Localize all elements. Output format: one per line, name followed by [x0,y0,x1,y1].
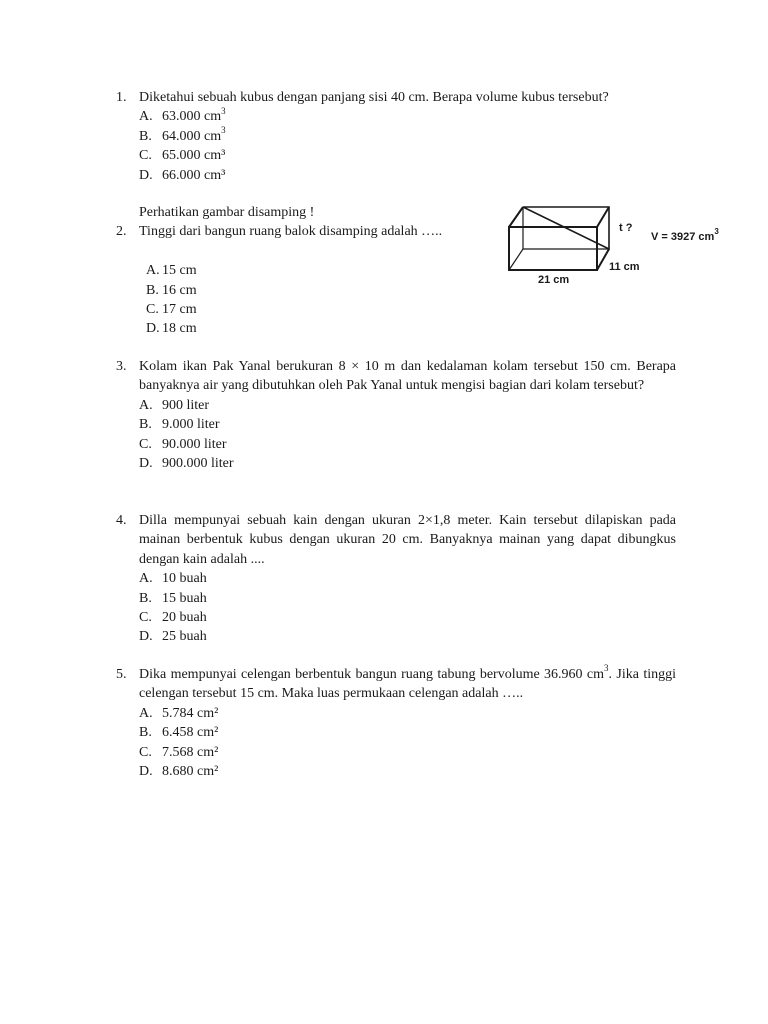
option-c: C. 7.568 cm² [139,744,219,760]
option-a: A. 63.000 $cm^3$ [139,105,226,125]
option-c: C. 17 cm [146,302,197,318]
option-b: B. 15 buah [139,590,207,606]
option-c: C. 90.000 liter [139,436,227,452]
option-d: D. 900.000 liter [139,456,234,472]
option-a: A. 15 cm [146,263,197,279]
question-stem: Tinggi dari bangun ruang balok disamping adalah ….. [139,224,443,240]
question-1 [116,88,676,185]
question-number: 5. [116,667,127,682]
question-stem: Dilla mempunyai sebuah kain dengan ukuran 2×1,8 meter. Kain tersebut dilapiskan pada mainan berbentuk kubus dengan ukuran 20 cm. Banyaknya mainan yang dapat dibungkus dengan kain adalah .... [139,513,676,567]
question-5 [116,665,676,781]
height-label: t ? [619,222,633,234]
option-c: C. 65.000 cm³ [139,148,226,164]
question-3 [116,357,676,473]
option-d: D. 25 buah [139,629,207,645]
volume-label: V = 3927 $cm^3$ [651,227,719,243]
box-figure [505,203,735,288]
question-number: 1. [116,90,127,105]
option-b: B. 6.458 cm² [139,725,219,741]
option-c: C. 20 buah [139,610,207,626]
depth-label: 11 cm [609,261,640,273]
option-d: D. 18 cm [146,321,197,337]
box-edge [597,249,609,270]
box-edge [597,207,609,227]
question-4 [116,511,676,647]
box-edge [509,249,523,270]
question-stem: Diketahui sebuah kubus dengan panjang sisi 40 cm. Berapa volume kubus tersebut? [139,90,609,105]
option-d: D. 8.680 cm² [139,764,219,780]
question-number: 2. [116,224,127,240]
question-stem: Dika mempunyai celengan berbentuk bangun ruang tabung bervolume 36.960 $cm^3$. Jika tinggi celengan tersebut 15 cm. Maka luas permukaan celengan adalah ….. [139,663,676,702]
question-number: 4. [116,513,127,528]
box-edge [509,207,523,227]
option-b: B. 9.000 liter [139,417,220,433]
question-stem: Kolam ikan Pak Yanal berukuran 8 × 10 m dan kedalaman kolam tersebut 150 cm. Berapa banyaknya air yang dibutuhkan oleh Pak Yanal untuk mengisi bagian dari kolam tersebut? [139,359,676,394]
option-b: B. 64.000 $cm^3$ [139,125,226,144]
option-a: A. 5.784 cm² [139,705,219,721]
box-edges [509,207,609,270]
figure-intro: Perhatikan gambar disamping ! [139,205,315,220]
length-label: 21 cm [538,274,570,286]
option-d: D. 66.000 cm³ [139,167,226,183]
question-number: 3. [116,359,127,374]
option-b: B. 16 cm [146,282,197,298]
option-a: A. 900 liter [139,397,210,413]
option-a: A. 10 buah [139,571,207,587]
question-2 [116,203,496,339]
